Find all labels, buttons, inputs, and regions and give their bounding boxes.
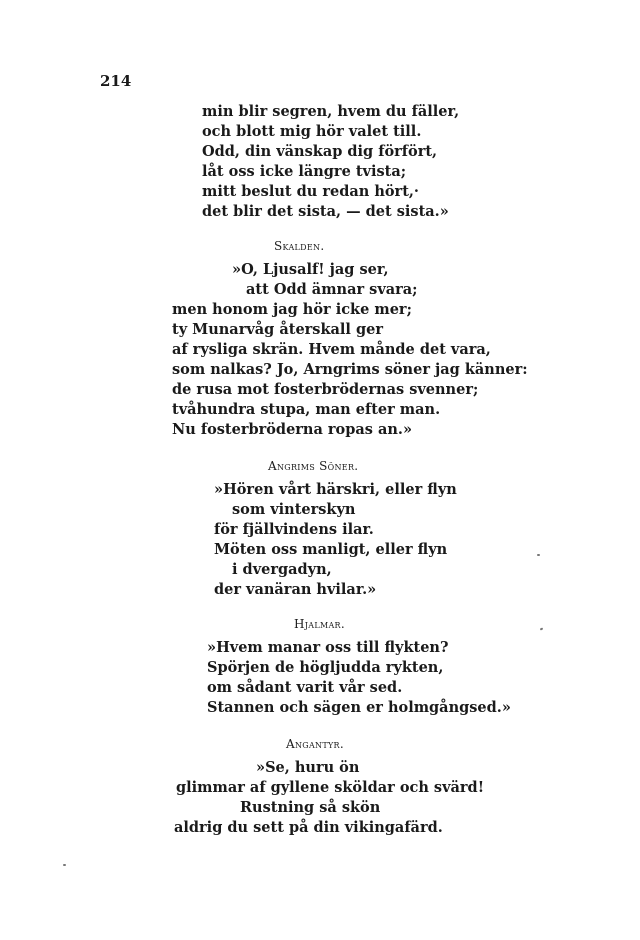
verse-line: »O, Ljusalf! jag ser, (232, 261, 389, 278)
print-speck (63, 864, 66, 866)
verse-line: och blott mig hör valet till. (202, 123, 422, 140)
verse-line: glimmar af gyllene sköldar och svärd! (176, 779, 485, 796)
verse-line: låt oss icke längre tvista; (202, 163, 407, 180)
verse-line: Stannen och sägen er holmgångsed.» (207, 699, 511, 716)
verse-line: »Se, huru ön (256, 759, 360, 776)
verse-line: men honom jag hör icke mer; (172, 301, 412, 318)
verse-line: Odd, din vänskap dig förfört, (202, 143, 438, 160)
verse-line: »Hvem manar oss till flykten? (207, 639, 449, 656)
page-number: 214 (100, 72, 132, 90)
verse-line: som vinterskyn (232, 501, 356, 518)
verse-line: mitt beslut du redan hört,· (202, 183, 419, 200)
speaker-heading: Angantyr. (286, 737, 344, 751)
speaker-heading: Angrims Söner. (268, 459, 359, 473)
speaker-heading: Skalden. (274, 239, 325, 253)
verse-line: för fjällvindens ilar. (214, 521, 374, 538)
print-speck (537, 554, 540, 556)
print-speck (540, 627, 544, 630)
verse-line: det blir det sista, — det sista.» (202, 203, 449, 220)
verse-line: Spörjen de högljudda rykten, (207, 659, 444, 676)
verse-line: ty Munarvåg återskall ger (172, 321, 383, 338)
verse-line: om sådant varit vår sed. (207, 679, 403, 696)
verse-line: der vanäran hvilar.» (214, 581, 377, 598)
verse-line: som nalkas? Jo, Arngrims söner jag känner: (172, 361, 528, 378)
verse-line: aldrig du sett på din vikingafärd. (174, 819, 443, 836)
verse-line: att Odd ämnar svara; (246, 281, 418, 298)
verse-line: Möten oss manligt, eller flyn (214, 541, 448, 558)
verse-line: min blir segren, hvem du fäller, (202, 103, 460, 120)
verse-line: i dvergadyn, (232, 561, 332, 578)
verse-line: de rusa mot fosterbrödernas svenner; (172, 381, 479, 398)
verse-line: af rysliga skrän. Hvem månde det vara, (172, 341, 491, 358)
verse-line: tvåhundra stupa, man efter man. (172, 401, 441, 418)
verse-line: »Hören vårt härskri, eller flyn (214, 481, 457, 498)
speaker-heading: Hjalmar. (294, 617, 345, 631)
verse-line: Rustning så skön (240, 799, 381, 816)
verse-line: Nu fosterbröderna ropas an.» (172, 421, 413, 438)
